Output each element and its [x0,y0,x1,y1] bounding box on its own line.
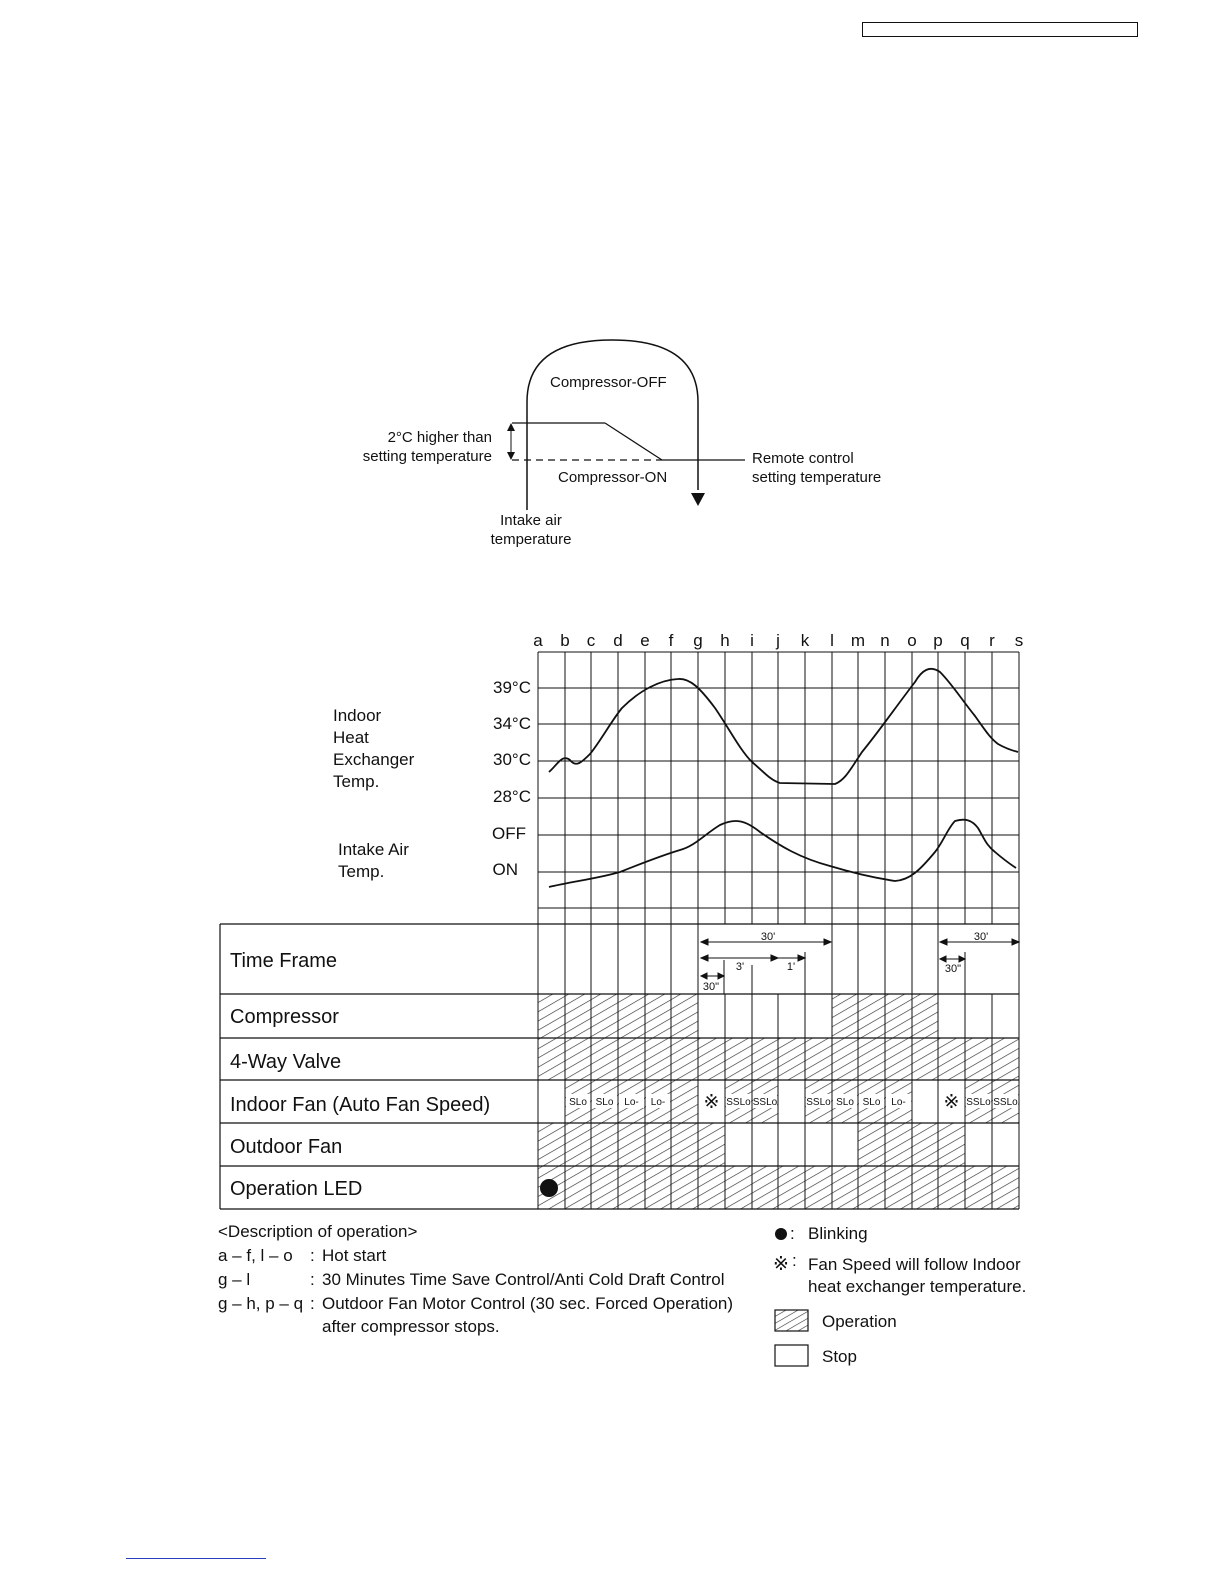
intake-air-label-2: Temp. [338,862,385,881]
intake-label-2: temperature [490,531,572,548]
hx-label-2: Heat [333,728,369,747]
col-label-e: e [640,631,650,650]
fan-speed-h: SSLo [726,1097,751,1108]
heat-exchanger-curve [549,669,1018,784]
offset-label-1: 2°C higher than [387,429,492,446]
fan-speed-n: Lo- [891,1097,906,1108]
blinking-icon [775,1228,787,1240]
col-label-k: k [800,631,810,650]
desc-text-1: Hot start [322,1246,387,1265]
temp-label-on: ON [492,860,518,879]
temp-label-28: 28°C [493,787,531,806]
tf-3min: 3' [735,961,745,973]
col-label-b: b [560,631,570,650]
legend-fan-note-1: Fan Speed will follow Indoor [808,1255,1021,1274]
intake-air-label-1: Intake Air [338,840,409,859]
tf-30min-2: 30' [973,931,989,943]
blinking-dot-icon [540,1179,558,1197]
footer-link-line [126,1558,266,1559]
stop-swatch-icon [775,1345,808,1366]
fan-note-icon: ※ [773,1254,789,1275]
col-label-a: a [533,631,543,650]
col-label-c: c [586,631,596,650]
fan-speed-k: SSLo [806,1097,831,1108]
legend-operation: Operation [822,1312,897,1331]
desc-range-3: g – h, p – q [218,1294,304,1313]
temp-label-34: 34°C [493,714,531,733]
desc-text-4: after compressor stops. [322,1317,500,1336]
fan-speed-m: SLo [862,1097,881,1108]
fan-speed-d: Lo- [624,1097,639,1108]
fan-speed-l: SLo [836,1097,854,1108]
desc-range-2: g – l [218,1270,251,1289]
col-label-h: h [720,631,730,650]
operation-swatch-icon [775,1310,808,1331]
row-label-compressor: Compressor [230,1006,339,1028]
fan-speed-e: Lo- [650,1097,666,1108]
row-label-indoor-fan: Indoor Fan (Auto Fan Speed) [230,1094,491,1116]
row-label-operation-led: Operation LED [230,1178,363,1200]
down-arrow-icon [691,493,705,506]
row-label-4-way-valve: 4-Way Valve [230,1051,342,1073]
desc-text-2: 30 Minutes Time Save Control/Anti Cold Draft Control [322,1270,725,1289]
legend-blinking: Blinking [808,1224,868,1243]
fan-speed-g: ※ [703,1092,720,1113]
description-title: <Description of operation> [218,1222,418,1241]
col-label-s: s [1014,631,1024,650]
fan-speed-q: SSLo [966,1097,991,1108]
intake-label-1: Intake air [500,512,562,529]
legend-fan-note-2: heat exchanger temperature. [808,1277,1027,1296]
fan-speed-r: SSLo [993,1097,1018,1108]
temp-label-off: OFF [492,824,526,843]
svg-text::: : [790,1224,795,1243]
col-label-r: r [989,631,995,650]
thermostat-diagram [340,330,910,560]
remote-label-1: Remote control [752,450,854,467]
col-label-j: j [776,631,780,650]
remote-label-2: setting temperature [752,469,882,486]
legend-stop: Stop [822,1347,857,1366]
legend [770,1222,1050,1372]
offset-label-2: setting temperature [362,448,492,465]
col-label-p: p [933,631,943,650]
tf-30min: 30' [760,931,776,943]
col-label-f: f [668,631,674,650]
outdoor_fan-operation-segment-0 [538,1123,725,1166]
temp-label-30: 30°C [493,750,531,769]
fan-speed-c: SLo [595,1097,614,1108]
col-label-d: d [613,631,623,650]
timing-chart [0,620,1224,1220]
tf-30sec: 30" [702,981,720,993]
fan-speed-p: ※ [943,1092,960,1113]
desc-text-3: Outdoor Fan Motor Control (30 sec. Forced Operation) [322,1294,734,1313]
col-label-g: g [693,631,703,650]
row-label-outdoor-fan: Outdoor Fan [230,1136,343,1158]
col-label-l: l [830,631,834,650]
header-box [862,22,1138,37]
temp-label-39: 39°C [493,678,531,697]
hx-label-3: Exchanger [333,750,415,769]
svg-text::: : [792,1251,797,1270]
fan-speed-b: SLo [569,1097,587,1108]
compressor-on-label: Compressor-ON [558,469,668,486]
col-label-o: o [907,631,917,650]
hx-label-4: Temp. [333,772,380,791]
col-label-i: i [750,631,754,650]
compressor-off-label: Compressor-OFF [550,374,667,391]
hx-label-1: Indoor [333,706,382,725]
fan-speed-i: SSLo [752,1097,778,1108]
col-label-n: n [880,631,890,650]
intake-air-curve [549,820,1016,887]
tf-30sec-2: 30" [944,963,962,975]
col-label-m: m [850,631,866,650]
desc-range-1: a – f, l – o [218,1246,293,1265]
tf-1min: 1' [786,961,796,973]
row-label-time-frame: Time Frame [230,950,338,972]
col-label-q: q [960,631,970,650]
